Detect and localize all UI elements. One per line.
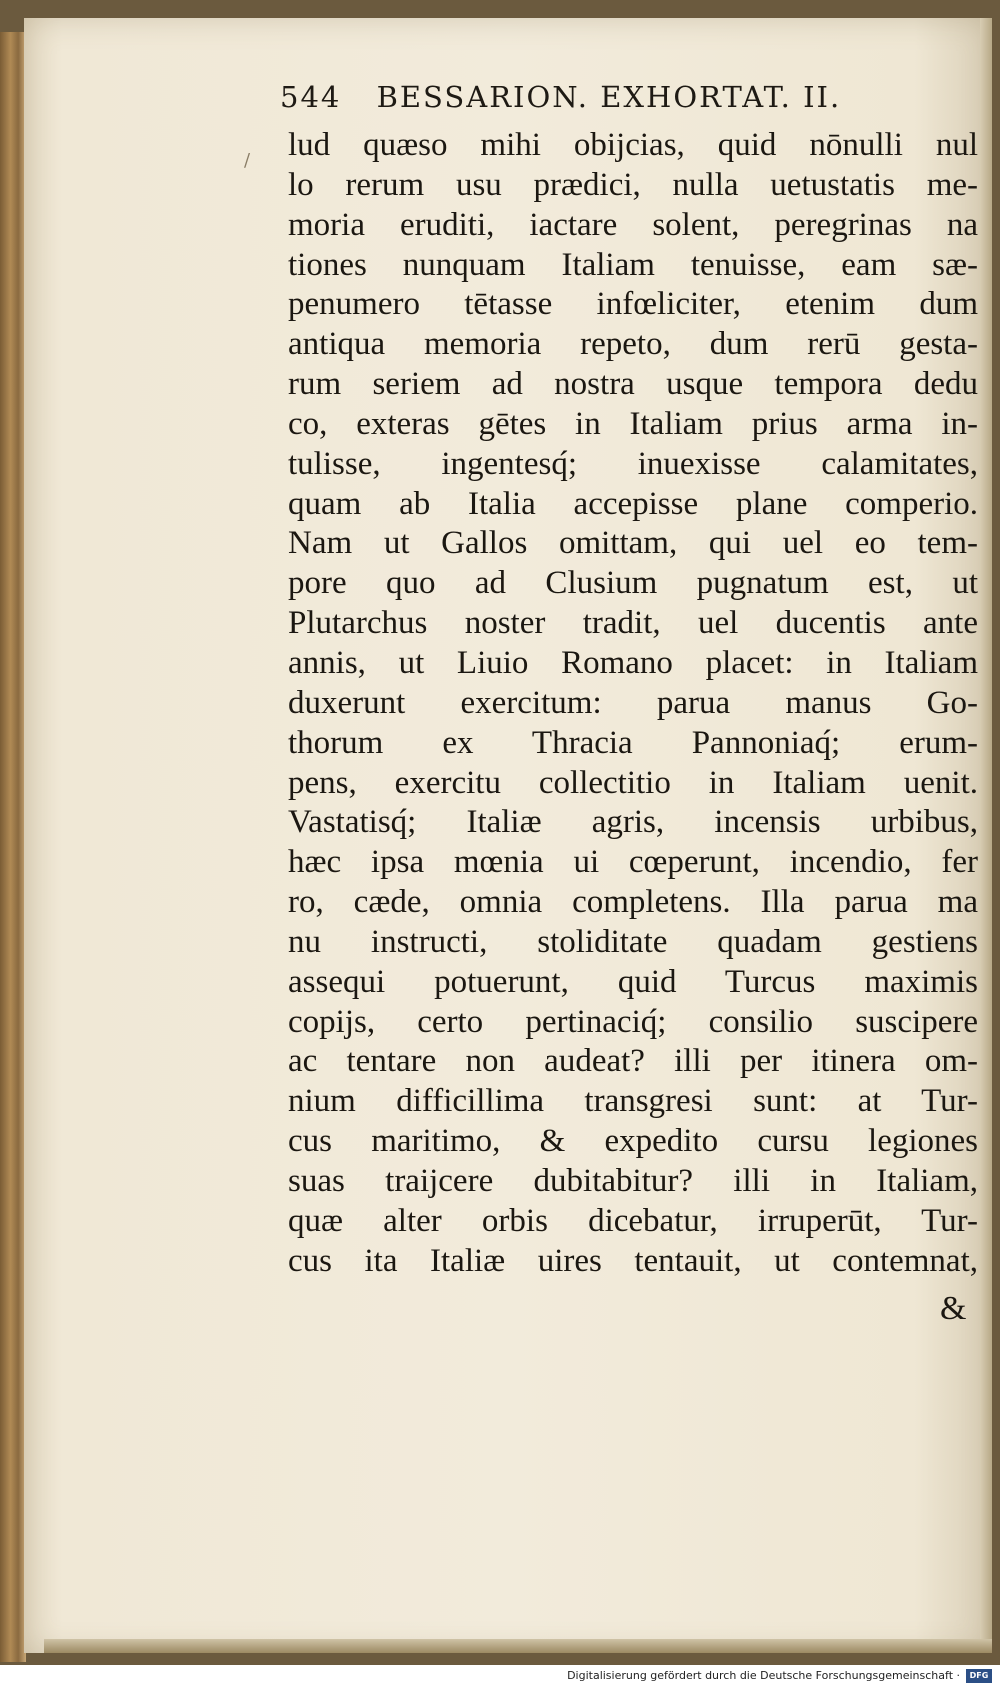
text-line: ac tentare non audeat? illi per itinera om-	[288, 1043, 978, 1080]
text-line: pore quo ad Clusium pugnatum est, ut	[288, 565, 978, 602]
text-line: nu instructi, stoliditate quadam gestiens	[288, 923, 978, 960]
text-line: annis, ut Liuio Romano placet: in Italiam	[288, 644, 978, 681]
text-line: quæ alter orbis dicebatur, irruperūt, Tur-	[288, 1202, 978, 1239]
footer-bar	[0, 1665, 1000, 1693]
text-line: Nam ut Gallos omittam, qui uel eo tem-	[288, 525, 978, 562]
text-line: antiqua memoria repeto, dum rerū gesta-	[288, 326, 978, 363]
text-line: quam ab Italia accepisse plane comperio.	[288, 485, 978, 522]
margin-mark: /	[244, 150, 251, 171]
text-line: rum seriem ad nostra usque tempora dedu	[288, 366, 978, 403]
text-line: assequi potuerunt, quid Turcus maximis	[288, 963, 978, 1000]
text-line: penumero tētasse infœliciter, etenim dum	[288, 286, 978, 323]
text-line: thorum ex Thracia Pannoniaq́; erum-	[288, 724, 978, 761]
text-line: nium difficillima transgresi sunt: at Tur-	[288, 1083, 978, 1120]
text-line: copijs, certo pertinaciq́; consilio suscipere	[288, 1003, 978, 1040]
text-line: tulisse, ingentesq́; inuexisse calamitates,	[288, 445, 978, 482]
text-line: ro, cæde, omnia completens. Illa parua ma	[288, 884, 978, 921]
book-fore-edge	[0, 32, 26, 1662]
page-number: 544	[280, 80, 342, 114]
catchword: &	[940, 1290, 967, 1327]
text-line: duxerunt exercitum: parua manus Go-	[288, 684, 978, 721]
text-line: tiones nunquam Italiam tenuisse, eam sæ-	[288, 246, 978, 283]
dfg-logo-icon: DFG	[966, 1669, 992, 1683]
text-line: suas traijcere dubitabitur? illi in Italiam,	[288, 1162, 978, 1199]
funding-credit: Digitalisierung gefördert durch die Deutsche Forschungsgemeinschaft ·	[567, 1669, 960, 1682]
page-bottom-edge	[44, 1639, 992, 1653]
text-line: moria eruditi, iactare solent, peregrinas na	[288, 206, 978, 243]
running-title: BESSARION. EXHORTAT. II.	[376, 80, 842, 114]
body-text	[288, 126, 978, 1281]
text-line: co, exteras gētes in Italiam prius arma in-	[288, 405, 978, 442]
text-line: cus maritimo, & expedito cursu legiones	[288, 1123, 978, 1160]
text-line: Plutarchus noster tradit, uel ducentis ante	[288, 605, 978, 642]
text-line: lud quæso mihi obijcias, quid nōnulli nul	[288, 127, 978, 163]
text-line: lo rerum usu prædici, nulla uetustatis me-	[288, 166, 978, 203]
text-line: cus ita Italiæ uires tentauit, ut contemnat,	[288, 1242, 978, 1279]
text-line: pens, exercitu collectitio in Italiam uenit.	[288, 764, 978, 801]
text-line: Vastatisq́; Italiæ agris, incensis urbibus,	[288, 804, 978, 841]
page-gutter-shadow	[980, 18, 992, 1653]
running-head	[280, 80, 920, 120]
text-line: hæc ipsa mœnia ui cœperunt, incendio, fer	[288, 844, 978, 881]
